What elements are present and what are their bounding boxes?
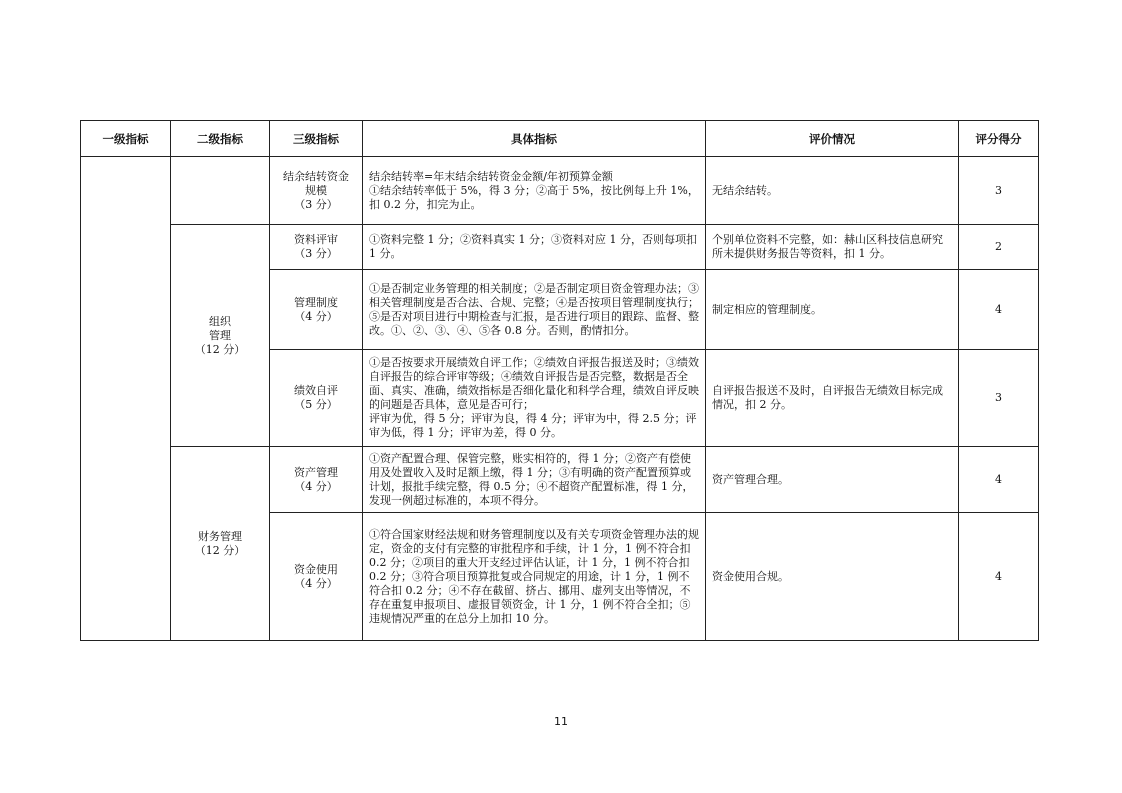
header-level3: 三级指标 xyxy=(270,121,363,157)
detail-cell: ①符合国家财经法规和财务管理制度以及有关专项资金管理办法的规定，资金的支付有完整的审批程序和手续，计 1 分，1 例不符合扣 0.2 分；②项目的重大开支经过评估认证，计 1 分，1 例不符合扣 0.2 分；③符合项目预算批复或合同规定的用途，计 1 分，1 例不符合扣 0.2 分；④不存在截留、挤占、挪用、虚列支出等情况，不存在重复申报项目、虚报冒领资金，计 1 分，1 例不符合全扣；⑤违规情况严重的在总分上加扣 10 分。 xyxy=(363,513,706,641)
level3-cell: 管理制度 （4 分） xyxy=(270,270,363,350)
level2-cell-fin: 财务管理 （12 分） xyxy=(171,447,270,641)
score-cell: 3 xyxy=(959,157,1039,225)
page-number: 11 xyxy=(554,715,568,728)
evaluation-cell: 制定相应的管理制度。 xyxy=(706,270,959,350)
level3-cell: 资料评审 （3 分） xyxy=(270,225,363,270)
detail-cell: ①资产配置合理、保管完整，账实相符的，得 1 分；②资产有偿使用及处置收入及时足额上缴，得 1 分；③有明确的资产配置预算或计划，报批手续完整，得 0.5 分；④不超资产配置标准，得 1 分，发现一例超过标准的，本项不得分。 xyxy=(363,447,706,513)
evaluation-table xyxy=(80,120,1039,641)
level1-cell xyxy=(81,157,171,641)
score-cell: 4 xyxy=(959,513,1039,641)
score-cell: 3 xyxy=(959,350,1039,447)
table-row xyxy=(81,447,1039,513)
level3-cell: 资产管理 （4 分） xyxy=(270,447,363,513)
header-level1: 一级指标 xyxy=(81,121,171,157)
level3-cell: 绩效自评 （5 分） xyxy=(270,350,363,447)
evaluation-cell: 资产管理合理。 xyxy=(706,447,959,513)
score-cell: 4 xyxy=(959,270,1039,350)
detail-cell: ①是否制定业务管理的相关制度；②是否制定项目资金管理办法；③相关管理制度是否合法、合规、完整；④是否按项目管理制度执行；⑤是否对项目进行中期检查与汇报，是否进行项目的跟踪、监督、整改。①、②、③、④、⑤各 0.8 分。否则，酌情扣分。 xyxy=(363,270,706,350)
score-cell: 2 xyxy=(959,225,1039,270)
table-row xyxy=(81,157,1039,225)
detail-cell: ①资料完整 1 分；②资料真实 1 分；③资料对应 1 分，否则每项扣 1 分。 xyxy=(363,225,706,270)
level2-cell-org: 组织 管理 （12 分） xyxy=(171,225,270,447)
score-cell: 4 xyxy=(959,447,1039,513)
header-detail: 具体指标 xyxy=(363,121,706,157)
evaluation-cell: 自评报告报送不及时，自评报告无绩效目标完成情况，扣 2 分。 xyxy=(706,350,959,447)
level3-cell: 结余结转资金 规模 （3 分） xyxy=(270,157,363,225)
header-level2: 二级指标 xyxy=(171,121,270,157)
header-row xyxy=(81,121,1039,157)
evaluation-cell: 资金使用合规。 xyxy=(706,513,959,641)
level2-cell xyxy=(171,157,270,225)
header-score: 评分得分 xyxy=(959,121,1039,157)
evaluation-cell: 个别单位资料不完整，如：赫山区科技信息研究所未提供财务报告等资料，扣 1 分。 xyxy=(706,225,959,270)
header-evaluation: 评价情况 xyxy=(706,121,959,157)
detail-cell: ①是否按要求开展绩效自评工作；②绩效自评报告报送及时；③绩效自评报告的综合评审等级；④绩效自评报告是否完整，数据是否全面、真实、准确，绩效指标是否细化量化和科学合理，绩效自评反映的问题是否具体，意见是否可行； 评审为优，得 5 分；评审为良，得 4 分；评审为中，得 2.5 分；评审为低，得 1 分；评审为差，得 0 分。 xyxy=(363,350,706,447)
detail-cell: 结余结转率=年末结余结转资金金额/年初预算金额 ①结余结转率低于 5%，得 3 分；②高于 5%，按比例每上升 1%，扣 0.2 分，扣完为止。 xyxy=(363,157,706,225)
level3-cell: 资金使用 （4 分） xyxy=(270,513,363,641)
table-row xyxy=(81,225,1039,270)
evaluation-cell: 无结余结转。 xyxy=(706,157,959,225)
